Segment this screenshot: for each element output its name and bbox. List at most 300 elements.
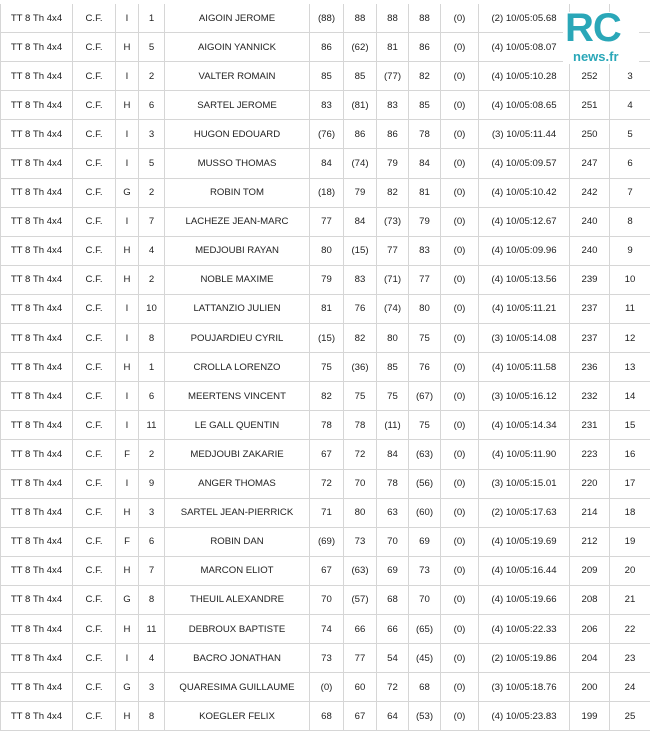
cell-driver-name: LE GALL QUENTIN <box>165 411 310 440</box>
cell-rank: 25 <box>610 702 650 731</box>
cell-round-3: 79 <box>377 149 409 178</box>
table-row <box>1 207 650 236</box>
cell-round-3: (71) <box>377 265 409 294</box>
cell-points: 250 <box>570 120 610 149</box>
cell-category: TT 8 Th 4x4 <box>1 527 73 556</box>
cell-heat: 4 <box>139 644 165 673</box>
cell-round-1: 74 <box>310 614 344 643</box>
cell-best-qualif: (3) 10/05:16.12 <box>479 382 570 411</box>
cell-driver-name: POUJARDIEU CYRIL <box>165 324 310 353</box>
table-row <box>1 149 650 178</box>
cell-round-1: (18) <box>310 178 344 207</box>
cell-category: TT 8 Th 4x4 <box>1 120 73 149</box>
cell-club: C.F. <box>73 149 116 178</box>
table-row <box>1 440 650 469</box>
cell-round-1: (76) <box>310 120 344 149</box>
table-row <box>1 498 650 527</box>
cell-round-2: (57) <box>344 585 377 614</box>
cell-round-3: 63 <box>377 498 409 527</box>
cell-heat: 3 <box>139 120 165 149</box>
cell-best-qualif: (4) 10/05:08.65 <box>479 91 570 120</box>
cell-round-4: 78 <box>409 120 441 149</box>
cell-heat: 2 <box>139 178 165 207</box>
cell-round-4: 75 <box>409 411 441 440</box>
cell-points: 200 <box>570 673 610 702</box>
cell-round-1: 67 <box>310 556 344 585</box>
cell-heat: 6 <box>139 527 165 556</box>
cell-round-4: (45) <box>409 644 441 673</box>
cell-driver-name: ANGER THOMAS <box>165 469 310 498</box>
cell-round-4: 82 <box>409 62 441 91</box>
cell-round-1: 85 <box>310 62 344 91</box>
cell-group: I <box>116 324 139 353</box>
cell-round-5: (0) <box>441 498 479 527</box>
cell-round-5: (0) <box>441 585 479 614</box>
cell-heat: 11 <box>139 411 165 440</box>
cell-heat: 2 <box>139 440 165 469</box>
cell-round-2: 80 <box>344 498 377 527</box>
cell-round-2: 77 <box>344 644 377 673</box>
cell-heat: 8 <box>139 702 165 731</box>
cell-driver-name: MEDJOUBI RAYAN <box>165 236 310 265</box>
cell-driver-name: BACRO JONATHAN <box>165 644 310 673</box>
cell-group: H <box>116 91 139 120</box>
cell-round-5: (0) <box>441 382 479 411</box>
cell-round-4: 83 <box>409 236 441 265</box>
cell-best-qualif: (4) 10/05:23.83 <box>479 702 570 731</box>
cell-club: C.F. <box>73 294 116 323</box>
cell-group: I <box>116 149 139 178</box>
cell-round-1: 72 <box>310 469 344 498</box>
cell-group: F <box>116 527 139 556</box>
cell-category: TT 8 Th 4x4 <box>1 294 73 323</box>
rcnews-logo <box>563 6 639 64</box>
cell-group: H <box>116 614 139 643</box>
cell-round-5: (0) <box>441 353 479 382</box>
cell-round-3: 81 <box>377 33 409 62</box>
cell-heat: 6 <box>139 382 165 411</box>
cell-rank: 5 <box>610 120 650 149</box>
cell-round-4: 69 <box>409 527 441 556</box>
cell-round-2: 73 <box>344 527 377 556</box>
cell-round-4: (67) <box>409 382 441 411</box>
cell-round-3: 80 <box>377 324 409 353</box>
cell-round-2: (63) <box>344 556 377 585</box>
cell-driver-name: QUARESIMA GUILLAUME <box>165 673 310 702</box>
cell-rank: 3 <box>610 62 650 91</box>
cell-round-2: 66 <box>344 614 377 643</box>
cell-round-3: 84 <box>377 440 409 469</box>
cell-best-qualif: (4) 10/05:12.67 <box>479 207 570 236</box>
table-row <box>1 236 650 265</box>
cell-round-5: (0) <box>441 62 479 91</box>
cell-round-1: 79 <box>310 265 344 294</box>
cell-driver-name: CROLLA LORENZO <box>165 353 310 382</box>
cell-heat: 8 <box>139 324 165 353</box>
cell-club: C.F. <box>73 353 116 382</box>
cell-round-5: (0) <box>441 294 479 323</box>
cell-points: 252 <box>570 62 610 91</box>
cell-rank: 8 <box>610 207 650 236</box>
cell-points: 232 <box>570 382 610 411</box>
cell-best-qualif: (4) 10/05:09.96 <box>479 236 570 265</box>
cell-category: TT 8 Th 4x4 <box>1 353 73 382</box>
cell-best-qualif: (3) 10/05:11.44 <box>479 120 570 149</box>
cell-category: TT 8 Th 4x4 <box>1 556 73 585</box>
cell-group: H <box>116 498 139 527</box>
cell-best-qualif: (3) 10/05:14.08 <box>479 324 570 353</box>
cell-category: TT 8 Th 4x4 <box>1 614 73 643</box>
cell-round-4: (53) <box>409 702 441 731</box>
cell-round-3: 85 <box>377 353 409 382</box>
results-table <box>0 4 650 731</box>
cell-category: TT 8 Th 4x4 <box>1 469 73 498</box>
cell-driver-name: AIGOIN JEROME <box>165 4 310 33</box>
cell-heat: 6 <box>139 91 165 120</box>
cell-rank: 20 <box>610 556 650 585</box>
cell-heat: 3 <box>139 498 165 527</box>
cell-heat: 3 <box>139 673 165 702</box>
cell-round-4: 85 <box>409 91 441 120</box>
cell-round-1: (0) <box>310 673 344 702</box>
cell-best-qualif: (4) 10/05:22.33 <box>479 614 570 643</box>
cell-driver-name: ROBIN TOM <box>165 178 310 207</box>
cell-best-qualif: (4) 10/05:11.21 <box>479 294 570 323</box>
cell-round-3: (77) <box>377 62 409 91</box>
cell-best-qualif: (4) 10/05:10.42 <box>479 178 570 207</box>
cell-heat: 2 <box>139 62 165 91</box>
cell-group: H <box>116 236 139 265</box>
cell-round-2: 79 <box>344 178 377 207</box>
cell-group: G <box>116 178 139 207</box>
cell-driver-name: VALTER ROMAIN <box>165 62 310 91</box>
cell-category: TT 8 Th 4x4 <box>1 411 73 440</box>
cell-round-2: 67 <box>344 702 377 731</box>
cell-rank: 14 <box>610 382 650 411</box>
cell-round-3: 70 <box>377 527 409 556</box>
cell-round-2: 78 <box>344 411 377 440</box>
cell-club: C.F. <box>73 411 116 440</box>
cell-driver-name: HUGON EDOUARD <box>165 120 310 149</box>
cell-category: TT 8 Th 4x4 <box>1 498 73 527</box>
cell-round-5: (0) <box>441 673 479 702</box>
cell-round-5: (0) <box>441 33 479 62</box>
cell-round-2: 86 <box>344 120 377 149</box>
cell-club: C.F. <box>73 585 116 614</box>
cell-round-4: (60) <box>409 498 441 527</box>
cell-round-2: 70 <box>344 469 377 498</box>
cell-rank: 23 <box>610 644 650 673</box>
cell-best-qualif: (4) 10/05:19.69 <box>479 527 570 556</box>
cell-round-5: (0) <box>441 644 479 673</box>
cell-heat: 11 <box>139 614 165 643</box>
cell-round-1: 84 <box>310 149 344 178</box>
cell-heat: 7 <box>139 556 165 585</box>
cell-round-2: (74) <box>344 149 377 178</box>
cell-round-3: 78 <box>377 469 409 498</box>
cell-round-3: 82 <box>377 178 409 207</box>
cell-best-qualif: (4) 10/05:19.66 <box>479 585 570 614</box>
cell-points: 231 <box>570 411 610 440</box>
cell-club: C.F. <box>73 91 116 120</box>
cell-points: 237 <box>570 324 610 353</box>
cell-driver-name: LATTANZIO JULIEN <box>165 294 310 323</box>
cell-round-4: (65) <box>409 614 441 643</box>
table-row <box>1 4 650 33</box>
cell-points: 212 <box>570 527 610 556</box>
cell-points: 240 <box>570 236 610 265</box>
table-row <box>1 178 650 207</box>
cell-club: C.F. <box>73 324 116 353</box>
cell-group: G <box>116 585 139 614</box>
table-row <box>1 702 650 731</box>
cell-round-5: (0) <box>441 614 479 643</box>
cell-round-2: (15) <box>344 236 377 265</box>
cell-group: H <box>116 265 139 294</box>
cell-club: C.F. <box>73 4 116 33</box>
cell-group: I <box>116 644 139 673</box>
cell-category: TT 8 Th 4x4 <box>1 62 73 91</box>
table-row <box>1 324 650 353</box>
cell-group: I <box>116 382 139 411</box>
cell-round-5: (0) <box>441 207 479 236</box>
cell-round-5: (0) <box>441 527 479 556</box>
table-row <box>1 91 650 120</box>
cell-group: H <box>116 702 139 731</box>
cell-rank: 9 <box>610 236 650 265</box>
cell-driver-name: SARTEL JEROME <box>165 91 310 120</box>
table-row <box>1 120 650 149</box>
cell-club: C.F. <box>73 702 116 731</box>
cell-round-2: 75 <box>344 382 377 411</box>
cell-round-3: 64 <box>377 702 409 731</box>
cell-round-3: 83 <box>377 91 409 120</box>
cell-club: C.F. <box>73 236 116 265</box>
table-row <box>1 62 650 91</box>
cell-round-1: 68 <box>310 702 344 731</box>
cell-best-qualif: (4) 10/05:11.90 <box>479 440 570 469</box>
cell-club: C.F. <box>73 469 116 498</box>
cell-rank: 12 <box>610 324 650 353</box>
cell-round-4: (56) <box>409 469 441 498</box>
cell-round-3: (73) <box>377 207 409 236</box>
cell-round-1: 75 <box>310 353 344 382</box>
cell-round-2: 76 <box>344 294 377 323</box>
cell-category: TT 8 Th 4x4 <box>1 324 73 353</box>
cell-group: H <box>116 33 139 62</box>
table-row <box>1 614 650 643</box>
cell-round-3: 72 <box>377 673 409 702</box>
cell-heat: 1 <box>139 4 165 33</box>
cell-category: TT 8 Th 4x4 <box>1 207 73 236</box>
table-row <box>1 265 650 294</box>
cell-rank: 10 <box>610 265 650 294</box>
cell-round-5: (0) <box>441 324 479 353</box>
cell-round-2: 72 <box>344 440 377 469</box>
cell-rank: 21 <box>610 585 650 614</box>
cell-round-2: (62) <box>344 33 377 62</box>
logo-sub: news.fr <box>573 49 619 64</box>
cell-round-5: (0) <box>441 411 479 440</box>
cell-club: C.F. <box>73 33 116 62</box>
cell-rank: 7 <box>610 178 650 207</box>
cell-points: 251 <box>570 91 610 120</box>
cell-category: TT 8 Th 4x4 <box>1 33 73 62</box>
cell-driver-name: THEUIL ALEXANDRE <box>165 585 310 614</box>
cell-points: 204 <box>570 644 610 673</box>
cell-round-4: (63) <box>409 440 441 469</box>
cell-group: I <box>116 207 139 236</box>
cell-group: I <box>116 120 139 149</box>
cell-round-4: 68 <box>409 673 441 702</box>
cell-club: C.F. <box>73 644 116 673</box>
cell-club: C.F. <box>73 120 116 149</box>
cell-driver-name: MARCON ELIOT <box>165 556 310 585</box>
cell-round-1: 81 <box>310 294 344 323</box>
cell-driver-name: NOBLE MAXIME <box>165 265 310 294</box>
cell-round-3: (11) <box>377 411 409 440</box>
cell-driver-name: MEERTENS VINCENT <box>165 382 310 411</box>
cell-club: C.F. <box>73 265 116 294</box>
cell-points: 214 <box>570 498 610 527</box>
cell-round-1: (15) <box>310 324 344 353</box>
cell-round-4: 88 <box>409 4 441 33</box>
cell-round-1: (88) <box>310 4 344 33</box>
cell-round-4: 86 <box>409 33 441 62</box>
cell-club: C.F. <box>73 178 116 207</box>
cell-group: I <box>116 62 139 91</box>
cell-round-1: 73 <box>310 644 344 673</box>
cell-category: TT 8 Th 4x4 <box>1 644 73 673</box>
cell-round-3: 77 <box>377 236 409 265</box>
cell-round-3: 69 <box>377 556 409 585</box>
cell-points: 240 <box>570 207 610 236</box>
cell-heat: 2 <box>139 265 165 294</box>
cell-round-1: 67 <box>310 440 344 469</box>
cell-round-3: 54 <box>377 644 409 673</box>
cell-round-3: 66 <box>377 614 409 643</box>
cell-rank: 18 <box>610 498 650 527</box>
cell-round-2: 82 <box>344 324 377 353</box>
cell-group: I <box>116 4 139 33</box>
cell-category: TT 8 Th 4x4 <box>1 265 73 294</box>
logo-main: RC <box>565 6 621 50</box>
cell-rank: 22 <box>610 614 650 643</box>
cell-category: TT 8 Th 4x4 <box>1 91 73 120</box>
table-row <box>1 294 650 323</box>
cell-rank: 19 <box>610 527 650 556</box>
cell-rank: 11 <box>610 294 650 323</box>
cell-group: H <box>116 556 139 585</box>
cell-group: I <box>116 469 139 498</box>
cell-category: TT 8 Th 4x4 <box>1 440 73 469</box>
cell-club: C.F. <box>73 673 116 702</box>
results-table-body <box>1 4 650 731</box>
cell-category: TT 8 Th 4x4 <box>1 702 73 731</box>
cell-rank: 15 <box>610 411 650 440</box>
cell-round-5: (0) <box>441 178 479 207</box>
cell-driver-name: AIGOIN YANNICK <box>165 33 310 62</box>
cell-points: 236 <box>570 353 610 382</box>
cell-category: TT 8 Th 4x4 <box>1 236 73 265</box>
cell-rank: 4 <box>610 91 650 120</box>
cell-best-qualif: (4) 10/05:08.07 <box>479 33 570 62</box>
cell-round-5: (0) <box>441 120 479 149</box>
cell-club: C.F. <box>73 498 116 527</box>
cell-round-1: 78 <box>310 411 344 440</box>
cell-points: 208 <box>570 585 610 614</box>
cell-round-4: 76 <box>409 353 441 382</box>
cell-round-5: (0) <box>441 702 479 731</box>
cell-round-3: 88 <box>377 4 409 33</box>
cell-points: 220 <box>570 469 610 498</box>
table-row <box>1 527 650 556</box>
table-row <box>1 353 650 382</box>
cell-round-3: 75 <box>377 382 409 411</box>
cell-round-2: 85 <box>344 62 377 91</box>
cell-club: C.F. <box>73 556 116 585</box>
table-row <box>1 411 650 440</box>
cell-round-1: 77 <box>310 207 344 236</box>
cell-round-5: (0) <box>441 440 479 469</box>
cell-driver-name: MEDJOUBI ZAKARIE <box>165 440 310 469</box>
cell-round-3: (74) <box>377 294 409 323</box>
cell-rank: 24 <box>610 673 650 702</box>
cell-points: 209 <box>570 556 610 585</box>
cell-round-1: 82 <box>310 382 344 411</box>
cell-club: C.F. <box>73 614 116 643</box>
cell-best-qualif: (2) 10/05:19.86 <box>479 644 570 673</box>
cell-driver-name: KOEGLER FELIX <box>165 702 310 731</box>
cell-round-4: 73 <box>409 556 441 585</box>
cell-round-4: 70 <box>409 585 441 614</box>
cell-round-4: 77 <box>409 265 441 294</box>
cell-points: 242 <box>570 178 610 207</box>
cell-category: TT 8 Th 4x4 <box>1 4 73 33</box>
cell-round-4: 75 <box>409 324 441 353</box>
cell-heat: 10 <box>139 294 165 323</box>
cell-round-2: 60 <box>344 673 377 702</box>
cell-club: C.F. <box>73 440 116 469</box>
cell-driver-name: LACHEZE JEAN-MARC <box>165 207 310 236</box>
cell-round-3: 86 <box>377 120 409 149</box>
cell-best-qualif: (3) 10/05:18.76 <box>479 673 570 702</box>
table-row <box>1 382 650 411</box>
cell-category: TT 8 Th 4x4 <box>1 149 73 178</box>
cell-category: TT 8 Th 4x4 <box>1 382 73 411</box>
cell-rank: 17 <box>610 469 650 498</box>
cell-round-2: (81) <box>344 91 377 120</box>
cell-round-5: (0) <box>441 556 479 585</box>
cell-round-1: 86 <box>310 33 344 62</box>
table-row <box>1 673 650 702</box>
cell-driver-name: SARTEL JEAN-PIERRICK <box>165 498 310 527</box>
cell-round-5: (0) <box>441 4 479 33</box>
cell-round-2: (36) <box>344 353 377 382</box>
cell-best-qualif: (4) 10/05:16.44 <box>479 556 570 585</box>
cell-club: C.F. <box>73 207 116 236</box>
cell-best-qualif: (4) 10/05:11.58 <box>479 353 570 382</box>
cell-round-4: 80 <box>409 294 441 323</box>
cell-round-2: 83 <box>344 265 377 294</box>
cell-heat: 5 <box>139 33 165 62</box>
cell-round-1: 71 <box>310 498 344 527</box>
cell-driver-name: DEBROUX BAPTISTE <box>165 614 310 643</box>
cell-group: F <box>116 440 139 469</box>
cell-round-5: (0) <box>441 236 479 265</box>
cell-points: 237 <box>570 294 610 323</box>
cell-round-5: (0) <box>441 91 479 120</box>
